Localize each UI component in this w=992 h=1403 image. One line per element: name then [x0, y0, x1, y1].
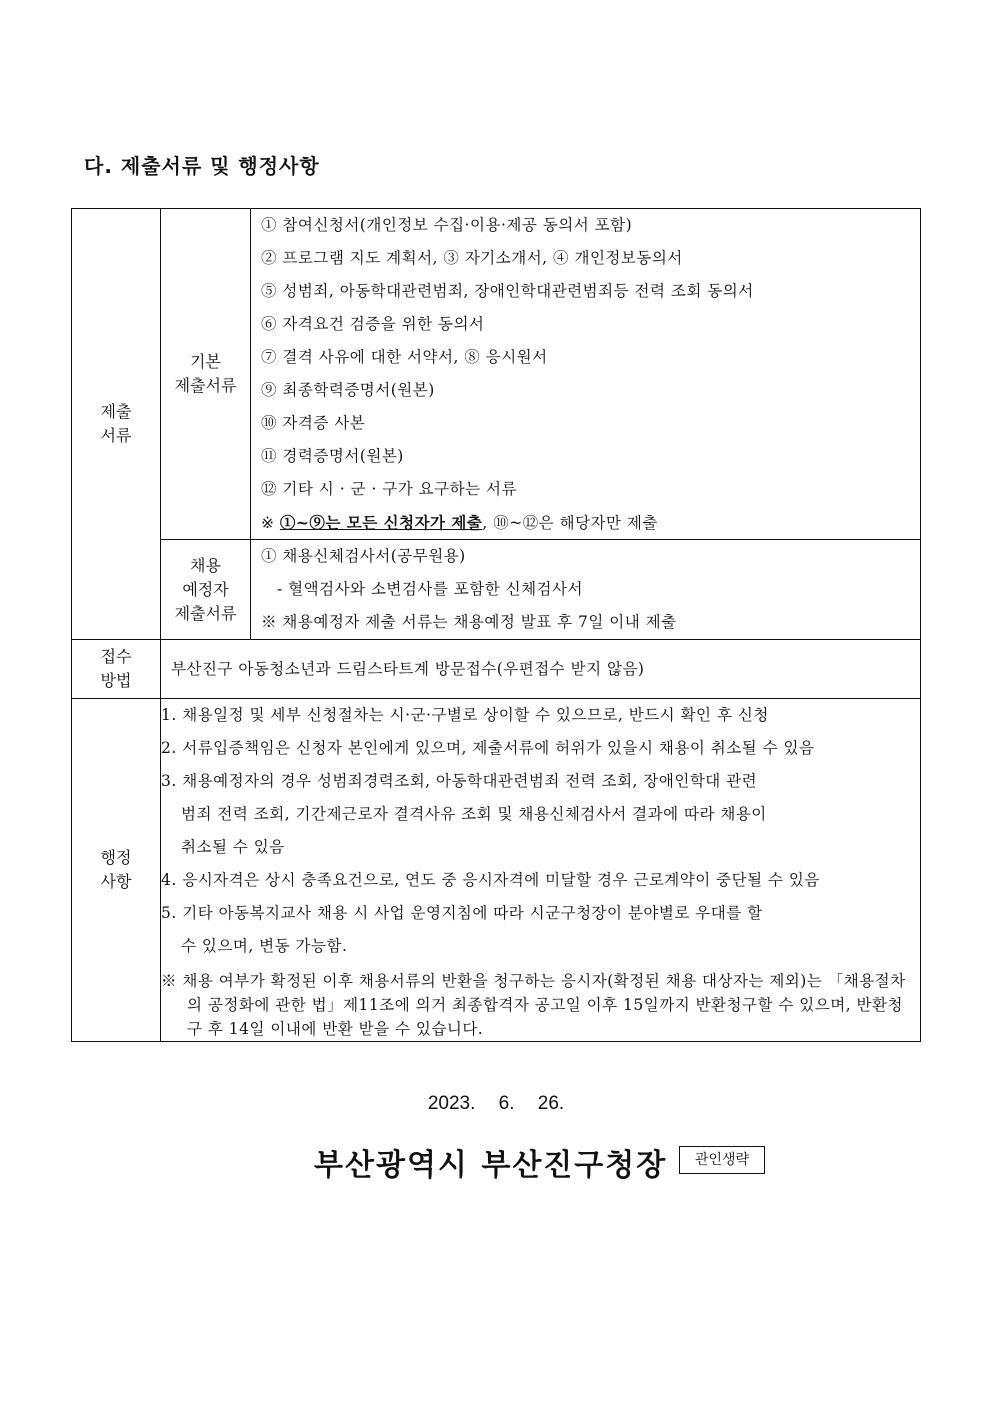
list-item: 4. 응시자격은 상시 충족요건으로, 연도 중 응시자격에 미달할 경우 근로계약이 중단될 수 있음 [161, 871, 820, 889]
planned-documents-list [251, 540, 921, 640]
basic-note: ※ ①~⑨는 모든 신청자가 제출, ⑩~⑫은 해당자만 제출 [261, 513, 658, 532]
admin-notes [161, 699, 921, 1042]
category-reception: 접수 방법 [72, 640, 161, 699]
list-item: 5. 기타 아동복지교사 채용 시 사업 운영지침에 따라 시군구청장이 분야별로 우대를 할 [161, 904, 763, 922]
list-item: ⑥ 자격요건 검증을 위한 동의서 [261, 315, 485, 333]
seal-omitted-stamp: 관인생략 [679, 1146, 765, 1174]
list-item: 수 있으며, 변동 가능함. [181, 937, 348, 955]
list-item: ⑩ 자격증 사본 [261, 414, 366, 432]
basic-note-emphasis: ①~⑨는 모든 신청자가 제출 [279, 513, 483, 532]
subcategory-planned: 채용 예정자 제출서류 [161, 540, 251, 640]
subcategory-basic: 기본 제출서류 [161, 209, 251, 540]
list-item: ① 채용신체검사서(공무원용) [261, 547, 466, 565]
reception-method: 부산진구 아동청소년과 드림스타트계 방문접수(우편접수 받지 않음) [161, 640, 921, 699]
list-item: 취소될 수 있음 [181, 838, 285, 856]
list-item: ⑪ 경력증명서(원본) [261, 447, 404, 465]
section-heading: 다. 제출서류 및 행정사항 [84, 154, 320, 178]
list-item: 1. 채용일정 및 세부 신청절차는 시·군·구별로 상이할 수 있으므로, 반드시 확인 후 신청 [161, 706, 769, 724]
list-item: - 혈액검사와 소변검사를 포함한 신체검사서 [277, 580, 583, 598]
list-item: 범죄 전력 조회, 기간제근로자 결격사유 조회 및 채용신체검사서 결과에 따라 채용이 [181, 805, 767, 823]
basic-documents-list [251, 209, 921, 540]
list-item: ⑦ 결격 사유에 대한 서약서, ⑧ 응시원서 [261, 348, 548, 366]
admin-note: ※ 채용 여부가 확정된 이후 채용서류의 반환을 청구하는 응시자(확정된 채용 대상자는 제외)는 「채용절차의 공정화에 관한 법」제11조에 의거 최종합격자 공고일 이후 15일까지 반환청구할 수 있으며, 반환청구 후 14일 이내에 반환 받을 수 있습니다. [161, 972, 906, 1038]
signer-title: 부산광역시 부산진구청장 [314, 1148, 668, 1183]
document-date: 2023. 6. 26. [427, 1093, 565, 1114]
list-item: 2. 서류입증책임은 신청자 본인에게 있으며, 제출서류에 허위가 있을시 채용이 취소될 수 있음 [161, 739, 815, 757]
list-item: ② 프로그램 지도 계획서, ③ 자기소개서, ④ 개인정보동의서 [261, 249, 683, 267]
category-admin: 행정 사항 [72, 699, 161, 1042]
list-item: 3. 채용예정자의 경우 성범죄경력조회, 아동학대관련범죄 전력 조회, 장애인학대 관련 [161, 772, 758, 790]
list-item: ⑤ 성범죄, 아동학대관련범죄, 장애인학대관련범죄등 전력 조회 동의서 [261, 282, 754, 300]
list-item: ⑨ 최종학력증명서(원본) [261, 381, 435, 399]
list-item: ⑫ 기타 시 · 군 · 구가 요구하는 서류 [261, 480, 517, 498]
list-item: ※ 채용예정자 제출 서류는 채용예정 발표 후 7일 이내 제출 [261, 613, 677, 631]
list-item: ① 참여신청서(개인정보 수집·이용·제공 동의서 포함) [261, 216, 633, 234]
category-submission: 제출 서류 [72, 209, 161, 640]
documents-table [71, 208, 921, 1042]
